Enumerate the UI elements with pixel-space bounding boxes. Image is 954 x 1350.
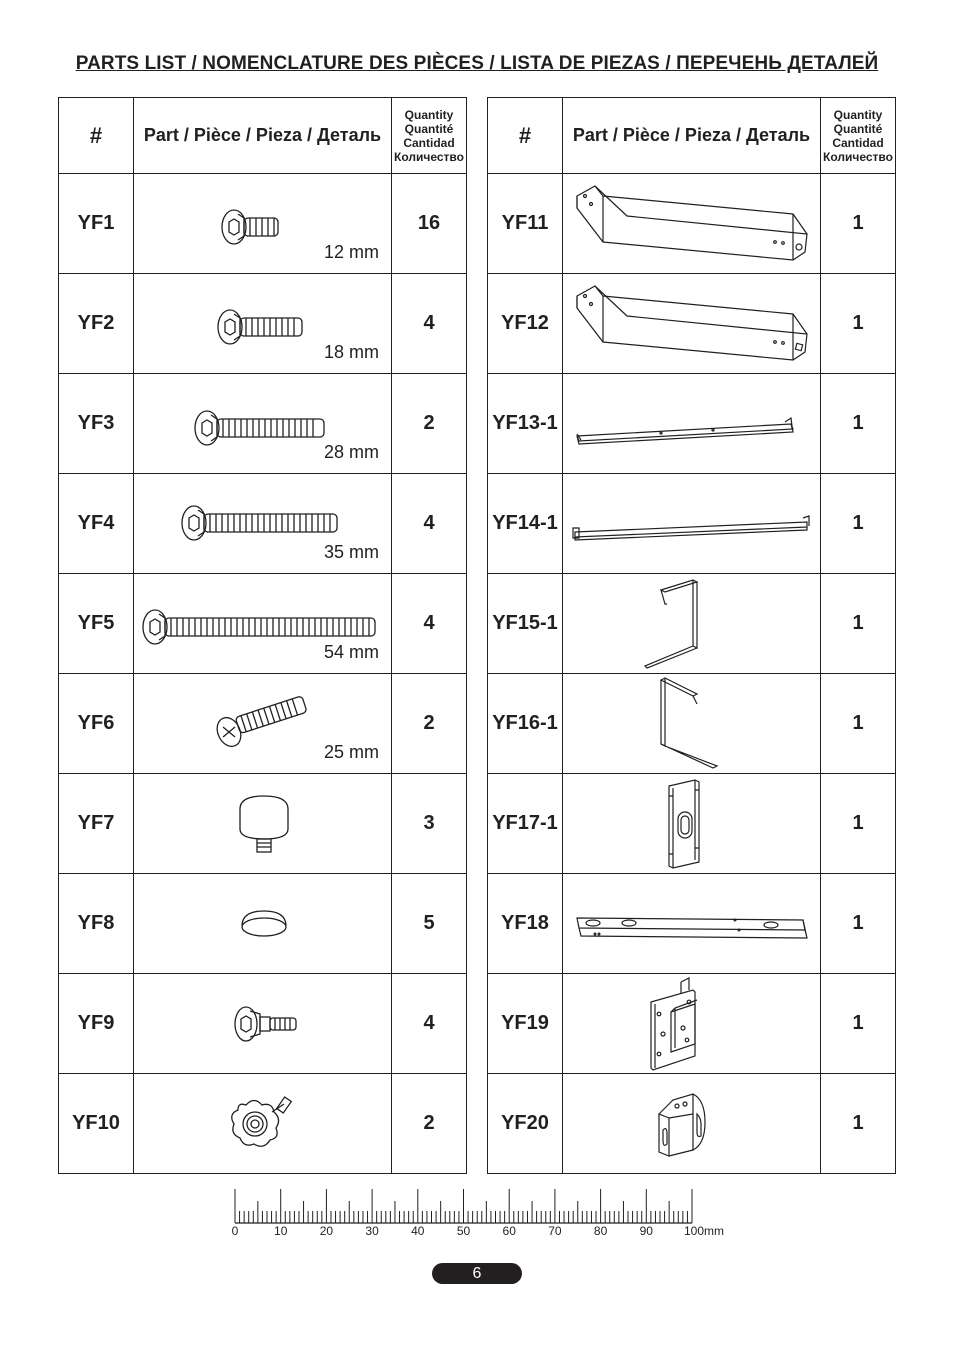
- table-row: [59, 274, 467, 374]
- part-quantity: 1: [821, 274, 896, 374]
- part-id: YF7: [59, 774, 134, 874]
- part-size: 25 mm: [323, 742, 379, 762]
- part-quantity: 4: [392, 474, 467, 574]
- table-row: [488, 374, 896, 474]
- header-quantity: Quantity Quantité Cantidad Количество: [392, 98, 467, 174]
- part-id: YF15-1: [488, 574, 563, 674]
- wire-frame-icon: [563, 674, 820, 773]
- table-row: [59, 774, 467, 874]
- part-id: YF2: [59, 274, 134, 374]
- table-row: [488, 774, 896, 874]
- table-row: [488, 974, 896, 1074]
- knob-icon: [134, 1074, 391, 1173]
- crossbar-icon: [563, 874, 820, 973]
- u-clamp-icon: [563, 1074, 820, 1173]
- table-row: [59, 374, 467, 474]
- ruler-label: 30: [365, 1224, 379, 1238]
- header-number: #: [59, 98, 134, 174]
- part-id: YF12: [488, 274, 563, 374]
- part-size: 28 mm: [323, 442, 379, 462]
- dome-cap-icon: [134, 874, 391, 973]
- table-row: [59, 574, 467, 674]
- table-row: [488, 674, 896, 774]
- header-part: Part / Pièce / Pieza / Деталь: [134, 98, 392, 174]
- ruler-label: 50: [456, 1224, 471, 1238]
- part-quantity: 1: [821, 1074, 896, 1174]
- shoulder-bolt-icon: [134, 974, 391, 1073]
- table-row: [488, 474, 896, 574]
- header-quantity: Quantity Quantité Cantidad Количество: [821, 98, 896, 174]
- bent-leg-bracket-icon: [563, 174, 820, 273]
- table-row: [488, 274, 896, 374]
- table-row: [488, 1074, 896, 1174]
- bent-leg-bracket-icon: [563, 274, 820, 373]
- part-id: YF3: [59, 374, 134, 474]
- part-id: YF19: [488, 974, 563, 1074]
- rail-bar-icon: [563, 374, 820, 473]
- mounting-bracket-icon: [563, 974, 820, 1073]
- ruler-label: 90: [639, 1224, 653, 1238]
- part-id: YF16-1: [488, 674, 563, 774]
- part-size: 12 mm: [323, 242, 379, 262]
- table-row: [59, 874, 467, 974]
- foot-bumper-icon: [134, 774, 391, 873]
- part-id: YF9: [59, 974, 134, 1074]
- part-quantity: 1: [821, 474, 896, 574]
- ruler-label: 20: [319, 1224, 334, 1238]
- table-row: [488, 574, 896, 674]
- part-id: YF6: [59, 674, 134, 774]
- part-size: 18 mm: [323, 342, 379, 362]
- ruler-label: 0: [231, 1224, 239, 1238]
- part-quantity: 16: [392, 174, 467, 274]
- ruler-label: 60: [502, 1224, 516, 1238]
- part-id: YF10: [59, 1074, 134, 1174]
- header-number: #: [488, 98, 563, 174]
- part-quantity: 1: [821, 374, 896, 474]
- part-quantity: 1: [821, 574, 896, 674]
- table-row: [59, 974, 467, 1074]
- part-quantity: 1: [821, 974, 896, 1074]
- part-id: YF8: [59, 874, 134, 974]
- part-id: YF14-1: [488, 474, 563, 574]
- part-id: YF18: [488, 874, 563, 974]
- part-quantity: 4: [392, 974, 467, 1074]
- part-id: YF20: [488, 1074, 563, 1174]
- rail-bar-icon: [563, 474, 820, 573]
- table-row: [488, 174, 896, 274]
- part-size: 54 mm: [323, 642, 379, 662]
- page-title: PARTS LIST / NOMENCLATURE DES PIÈCES / LISTA DE PIEZAS / ПЕРЕЧЕНЬ ДЕТАЛЕЙ: [75, 53, 879, 74]
- ruler-label: 100mm: [683, 1224, 725, 1238]
- part-quantity: 1: [821, 774, 896, 874]
- part-size: 35 mm: [323, 542, 379, 562]
- part-quantity: 2: [392, 374, 467, 474]
- table-row: [59, 474, 467, 574]
- part-quantity: 2: [392, 1074, 467, 1174]
- part-id: YF11: [488, 174, 563, 274]
- wire-frame-icon: [563, 574, 820, 673]
- part-quantity: 5: [392, 874, 467, 974]
- parts-table-right: [487, 97, 896, 1174]
- ruler-label: 40: [411, 1224, 425, 1238]
- ruler-label: 80: [593, 1224, 608, 1238]
- slotted-plate-icon: [563, 774, 820, 873]
- part-id: YF1: [59, 174, 134, 274]
- part-quantity: 3: [392, 774, 467, 874]
- table-row: [59, 174, 467, 274]
- part-quantity: 4: [392, 274, 467, 374]
- table-row: [59, 674, 467, 774]
- table-row: [59, 1074, 467, 1174]
- header-part: Part / Pièce / Pieza / Деталь: [563, 98, 821, 174]
- part-quantity: 1: [821, 674, 896, 774]
- part-quantity: 4: [392, 574, 467, 674]
- part-id: YF4: [59, 474, 134, 574]
- parts-table-left: [58, 97, 467, 1174]
- page-number: 6: [432, 1263, 522, 1284]
- part-quantity: 2: [392, 674, 467, 774]
- part-id: YF5: [59, 574, 134, 674]
- part-id: YF13-1: [488, 374, 563, 474]
- ruler-label: 70: [548, 1224, 562, 1238]
- part-id: YF17-1: [488, 774, 563, 874]
- ruler-label: 10: [274, 1224, 288, 1238]
- table-row: [488, 874, 896, 974]
- part-quantity: 1: [821, 174, 896, 274]
- part-quantity: 1: [821, 874, 896, 974]
- measurement-ruler: [228, 1185, 738, 1245]
